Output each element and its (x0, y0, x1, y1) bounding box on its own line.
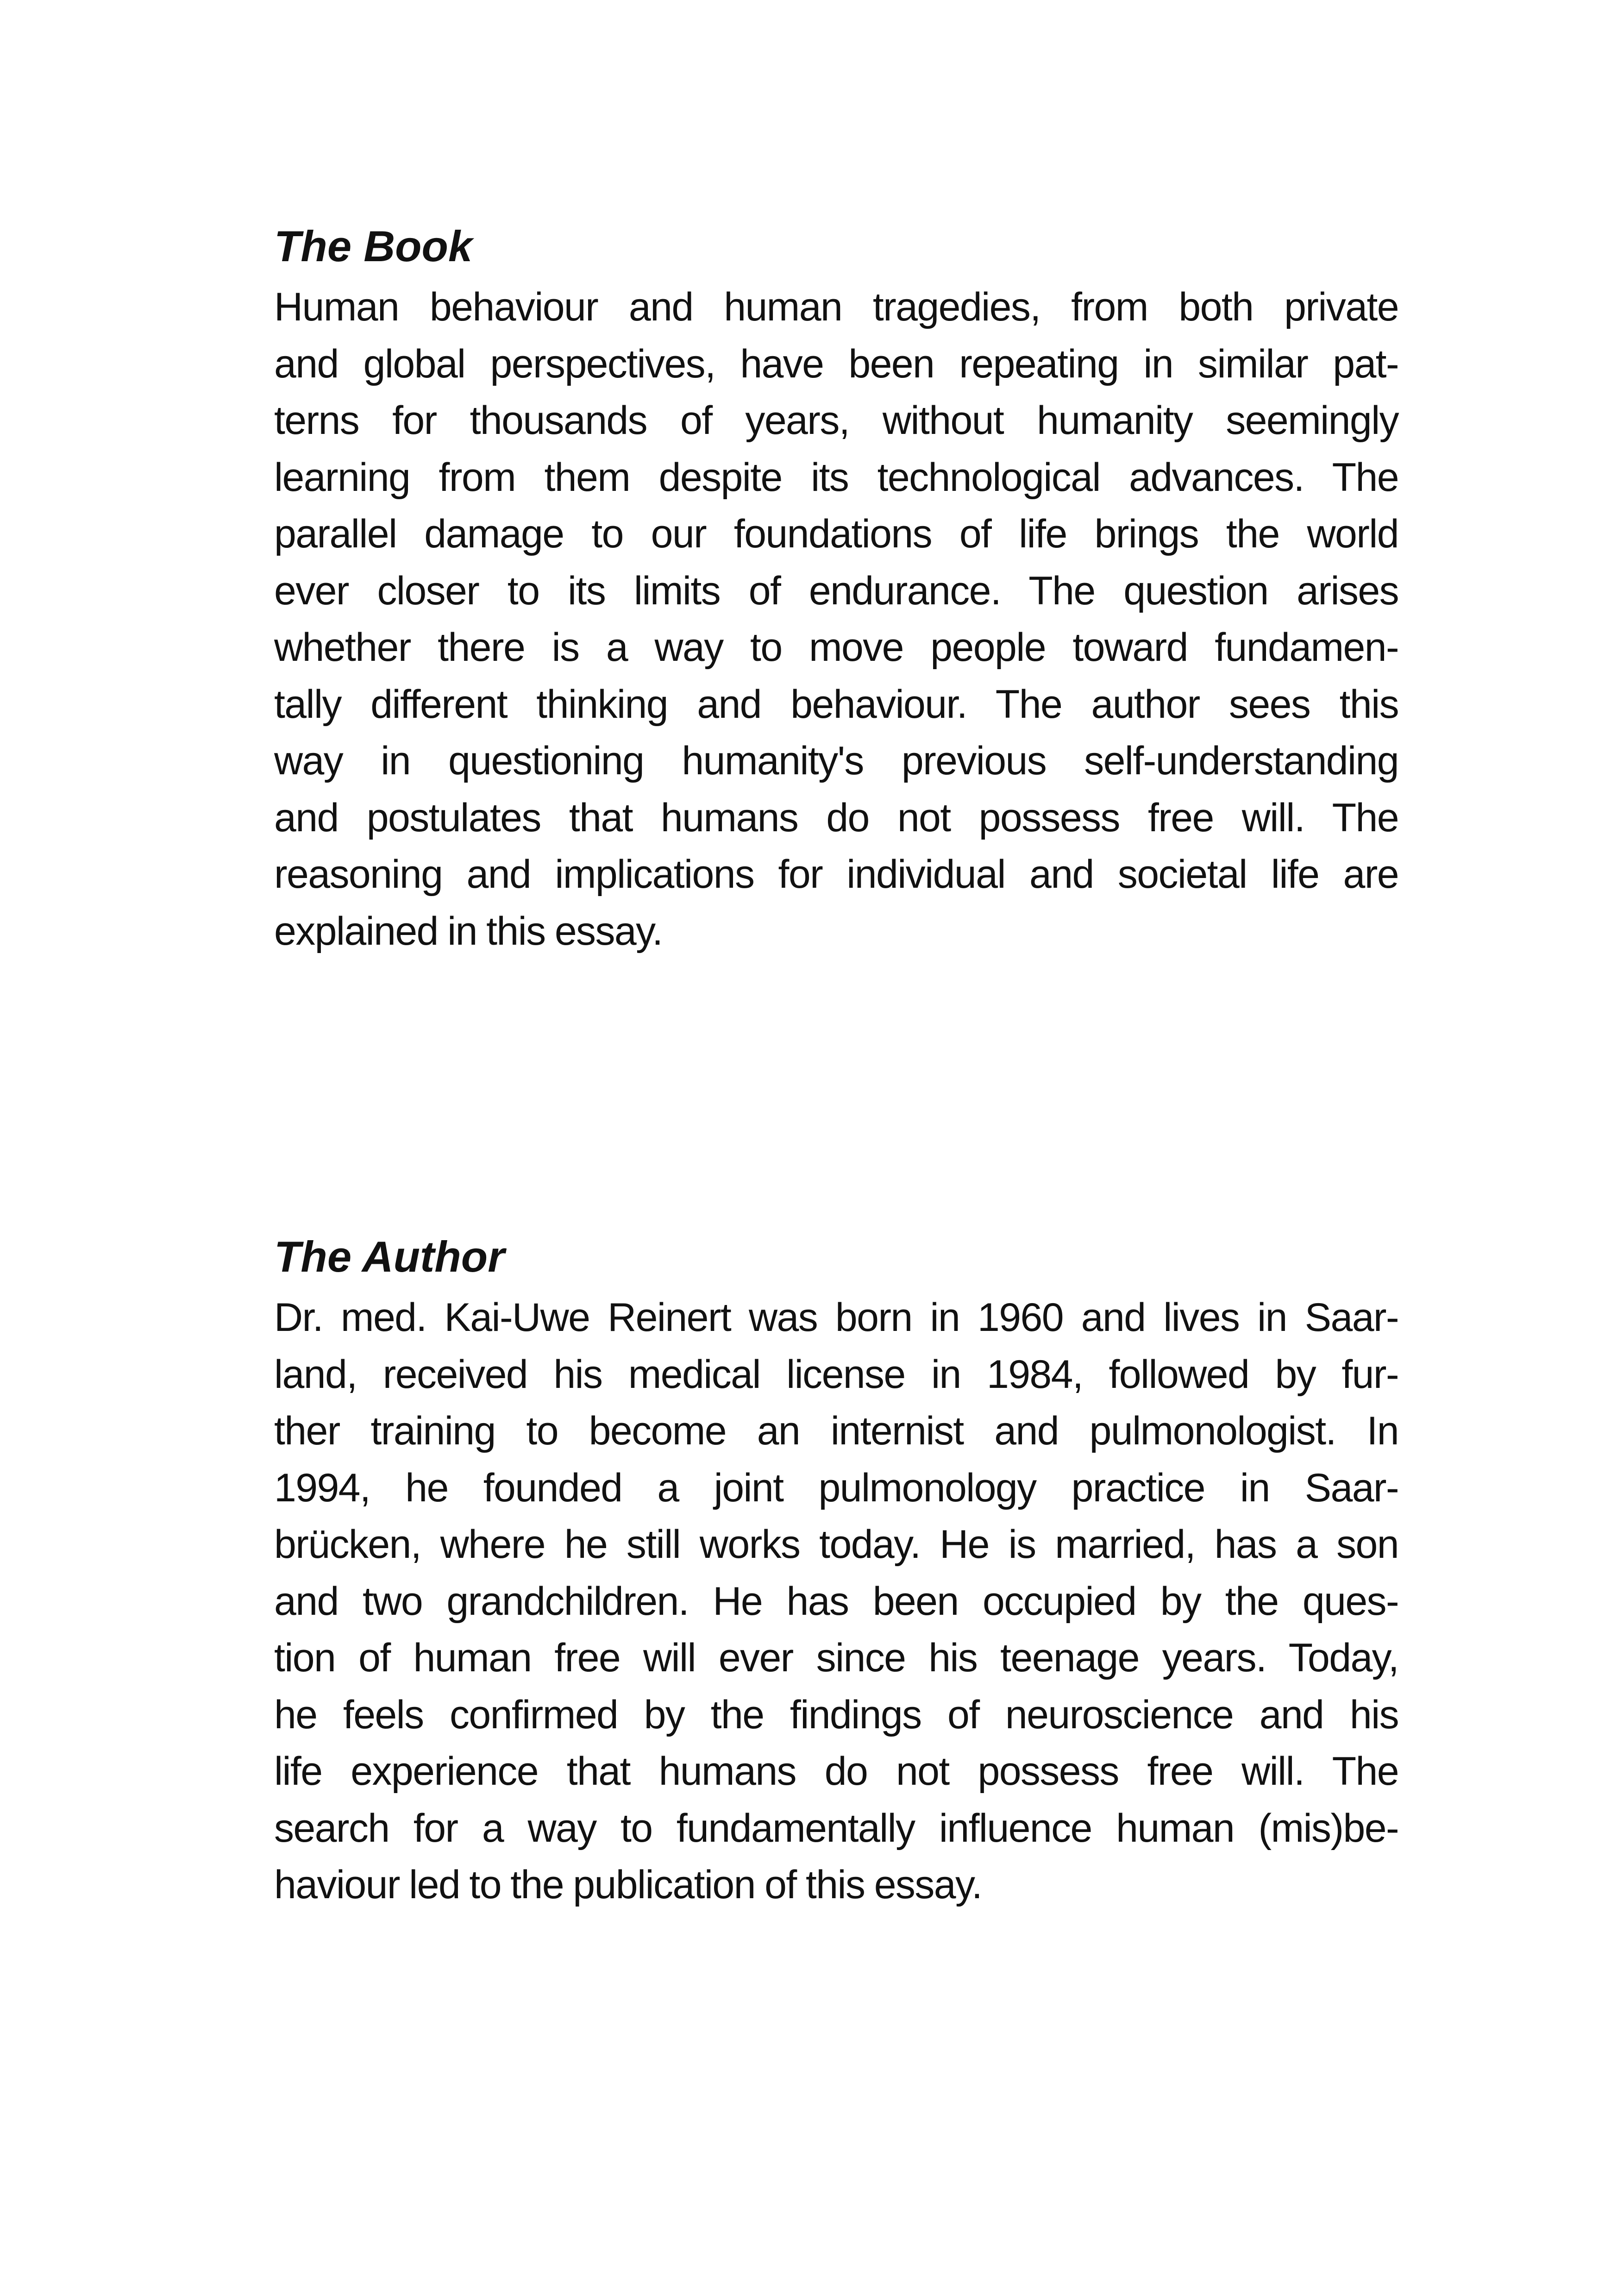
book-heading: The Book (274, 222, 473, 270)
author-text-line: search for a way to fundamentally influence human (mis)be- (274, 1806, 1398, 1851)
book-text-line: tally different thinking and behaviour. The author sees this (274, 682, 1398, 727)
book-text-line: whether there is a way to move people toward fundamen- (274, 625, 1398, 670)
book-text-line: terns for thousands of years, without humanity seemingly (274, 398, 1398, 443)
author-text-line: and two grandchildren. He has been occupied by the ques- (274, 1579, 1398, 1624)
book-description (274, 279, 1398, 960)
author-text-line: 1994, he founded a joint pulmonology practice in Saar- (274, 1465, 1398, 1510)
author-text-line: haviour led to the publication of this essay. (274, 1863, 982, 1907)
book-text-line: Human behaviour and human tragedies, from both private (274, 285, 1398, 329)
book-text-line: way in questioning humanity's previous self-understanding (274, 739, 1398, 783)
author-text-line: he feels confirmed by the findings of neuroscience and his (274, 1692, 1398, 1737)
book-section (274, 218, 1398, 960)
author-text-line: life experience that humans do not possess free will. The (274, 1749, 1398, 1794)
author-text-line: tion of human free will ever since his teenage years. Today, (274, 1636, 1398, 1680)
book-text-line: explained in this essay. (274, 909, 663, 954)
book-text-line: ever closer to its limits of endurance. The question arises (274, 568, 1398, 613)
author-text-line: land, received his medical license in 1984, followed by fur- (274, 1352, 1398, 1397)
author-text-line: ther training to become an internist and pulmonologist. In (274, 1409, 1398, 1453)
book-text-line: parallel damage to our foundations of life brings the world (274, 512, 1398, 556)
book-text-line: learning from them despite its technological advances. The (274, 455, 1398, 500)
book-text-line: and postulates that humans do not possess free will. The (274, 795, 1398, 840)
author-text-line: Dr. med. Kai-Uwe Reinert was born in 1960 and lives in Saar- (274, 1295, 1398, 1340)
book-text-line: and global perspectives, have been repeating in similar pat- (274, 341, 1398, 386)
author-biography (274, 1289, 1398, 1913)
book-text-line: reasoning and implications for individual and societal life are (274, 852, 1398, 897)
author-heading: The Author (274, 1232, 505, 1281)
author-text-line: brücken, where he still works today. He is married, has a son (274, 1522, 1398, 1567)
author-section (274, 1228, 1398, 1913)
